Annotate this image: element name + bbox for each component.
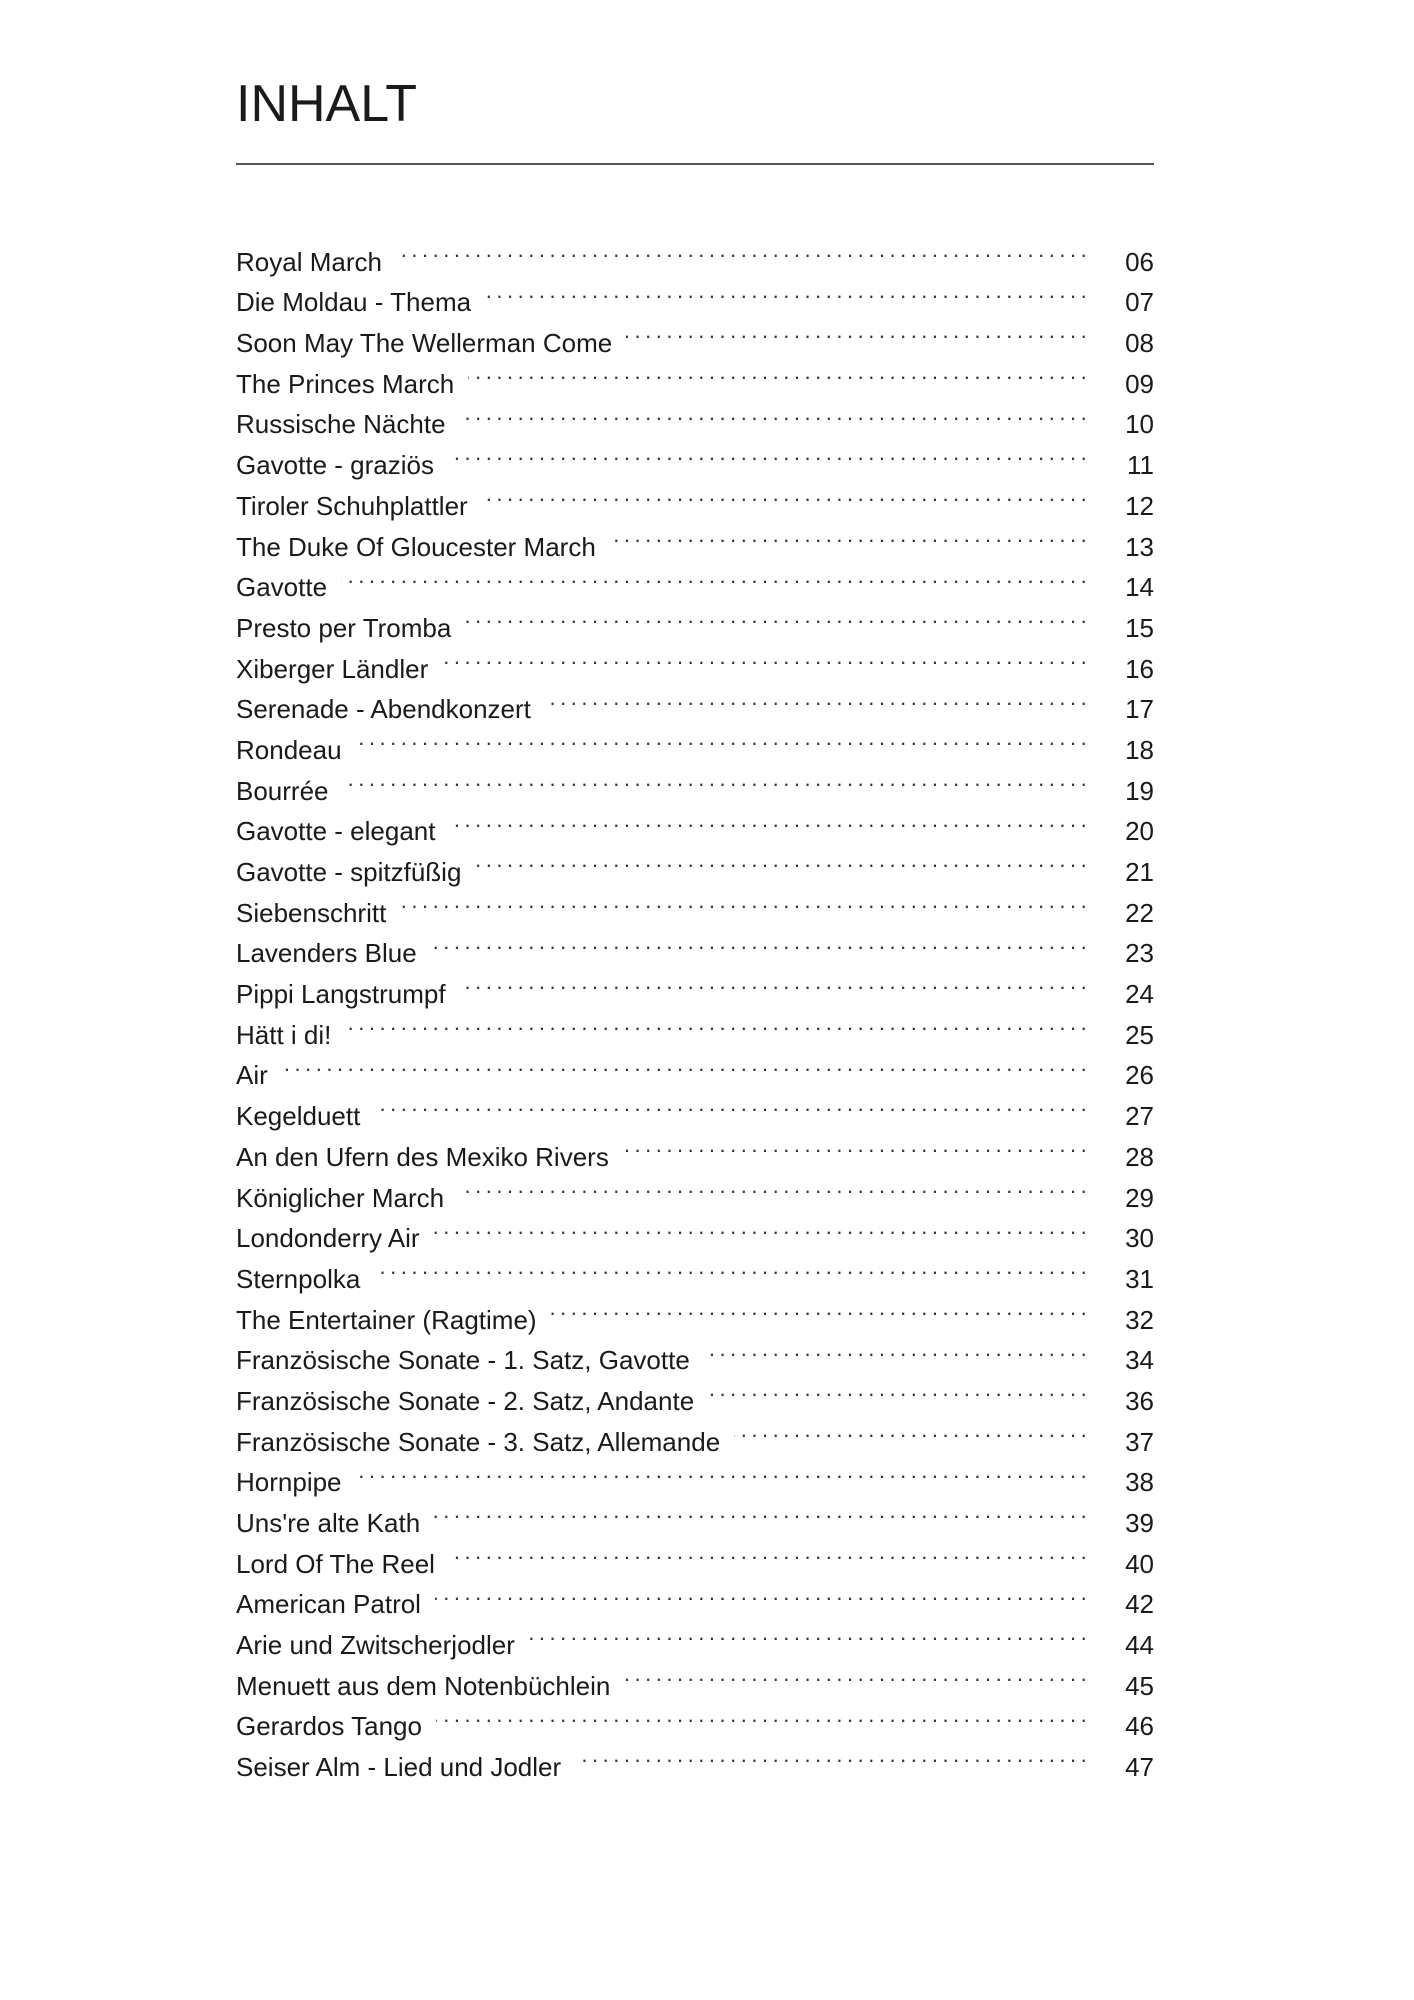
table-of-contents xyxy=(236,230,1154,1783)
dot-leader xyxy=(482,474,1086,515)
toc-entry-title: Kegelduett xyxy=(236,1101,361,1132)
toc-entry-page-number: 36 xyxy=(1125,1385,1154,1416)
toc-entry-page-number: 20 xyxy=(1125,816,1154,847)
toc-entry-page-number: 30 xyxy=(1125,1223,1154,1254)
toc-entry-title: Königlicher March xyxy=(236,1182,445,1213)
toc-entry-title: Französische Sonate - 3. Satz, Allemande xyxy=(236,1426,721,1457)
toc-entry-page-number: 37 xyxy=(1125,1426,1154,1457)
toc-entry xyxy=(236,230,1154,277)
toc-entry xyxy=(236,759,1154,806)
dot-leader xyxy=(400,881,1086,922)
toc-entry-page-number: 45 xyxy=(1125,1670,1154,1701)
toc-entry-page-number: 44 xyxy=(1125,1630,1154,1661)
toc-entry-page-number: 06 xyxy=(1125,246,1154,277)
toc-entry-page-number: 10 xyxy=(1125,409,1154,440)
toc-entry-page-number: 29 xyxy=(1125,1182,1154,1213)
toc-entry-title: Sternpolka xyxy=(236,1263,361,1294)
toc-entry-title: American Patrol xyxy=(236,1589,421,1620)
dot-leader xyxy=(624,1654,1086,1695)
toc-entry-page-number: 12 xyxy=(1125,490,1154,521)
title-divider xyxy=(236,163,1154,165)
toc-entry-title: The Entertainer (Ragtime) xyxy=(236,1304,537,1335)
toc-entry-title: Soon May The Wellerman Come xyxy=(236,328,613,359)
toc-entry-title: Presto per Tromba xyxy=(236,612,452,643)
toc-entry-page-number: 31 xyxy=(1125,1263,1154,1294)
dot-leader xyxy=(436,1695,1086,1736)
toc-entry xyxy=(236,1451,1154,1498)
toc-entry-title: Arie und Zwitscherjodler xyxy=(236,1630,515,1661)
dot-leader xyxy=(708,1369,1086,1410)
dot-leader xyxy=(345,1003,1086,1044)
toc-entry-title: Gerardos Tango xyxy=(236,1711,422,1742)
toc-entry-page-number: 11 xyxy=(1127,450,1154,481)
toc-entry xyxy=(236,556,1154,603)
toc-entry-page-number: 46 xyxy=(1125,1711,1154,1742)
toc-entry xyxy=(236,800,1154,847)
toc-entry-title: Royal March xyxy=(236,246,382,277)
dot-leader xyxy=(431,922,1086,963)
dot-leader xyxy=(468,352,1086,393)
dot-leader xyxy=(551,1288,1086,1329)
toc-entry-title: Seiser Alm - Lied und Jodler xyxy=(236,1752,562,1783)
toc-entry-page-number: 27 xyxy=(1125,1101,1154,1132)
toc-entry-page-number: 07 xyxy=(1125,287,1154,318)
dot-leader xyxy=(460,962,1086,1003)
dot-leader xyxy=(529,1613,1086,1654)
toc-entry-title: Russische Nächte xyxy=(236,409,446,440)
toc-entry-title: Gavotte - graziös xyxy=(236,450,434,481)
toc-entry-title: An den Ufern des Mexiko Rivers xyxy=(236,1141,609,1172)
toc-entry-page-number: 21 xyxy=(1125,857,1154,887)
toc-entry-page-number: 13 xyxy=(1125,531,1154,562)
dot-leader xyxy=(458,1166,1086,1207)
toc-entry xyxy=(236,596,1154,643)
toc-entry-page-number: 38 xyxy=(1125,1467,1154,1498)
dot-leader xyxy=(374,1084,1086,1125)
toc-entry xyxy=(236,1247,1154,1294)
toc-entry-title: Französische Sonate - 1. Satz, Gavotte xyxy=(236,1345,690,1376)
toc-entry-page-number: 15 xyxy=(1125,612,1154,643)
toc-entry xyxy=(236,1044,1154,1091)
toc-entry-title: Menuett aus dem Notenbüchlein xyxy=(236,1670,611,1701)
toc-entry xyxy=(236,1003,1154,1050)
toc-entry-title: Hornpipe xyxy=(236,1467,342,1498)
dot-leader xyxy=(356,1451,1086,1492)
toc-entry-page-number: 25 xyxy=(1125,1019,1154,1050)
dot-leader xyxy=(545,678,1086,719)
dot-leader xyxy=(442,637,1086,678)
toc-entry-page-number: 09 xyxy=(1125,368,1154,399)
dot-leader xyxy=(475,840,1086,881)
toc-entry-title: Gavotte xyxy=(236,572,328,603)
toc-entry-title: Rondeau xyxy=(236,734,342,765)
toc-entry-title: The Princes March xyxy=(236,368,455,399)
toc-entry-title: Uns're alte Kath xyxy=(236,1508,421,1538)
toc-entry-title: Tiroler Schuhplattler xyxy=(236,490,468,521)
toc-entry xyxy=(236,1491,1154,1538)
toc-entry-title: Pippi Langstrumpf xyxy=(236,979,446,1010)
dot-leader xyxy=(396,230,1086,271)
toc-entry-page-number: 26 xyxy=(1125,1060,1154,1091)
toc-entry-title: Air xyxy=(236,1060,268,1091)
toc-entry-title: Gavotte - spitzfüßig xyxy=(236,857,462,887)
toc-entry-title: Xiberger Ländler xyxy=(236,653,429,684)
toc-entry xyxy=(236,718,1154,765)
toc-entry-page-number: 47 xyxy=(1125,1752,1154,1783)
dot-leader xyxy=(575,1735,1086,1776)
dot-leader xyxy=(465,596,1086,637)
toc-entry-page-number: 32 xyxy=(1125,1304,1154,1335)
toc-entry-page-number: 19 xyxy=(1125,775,1154,806)
toc-entry-page-number: 17 xyxy=(1125,694,1154,725)
page-title: INHALT xyxy=(236,75,418,133)
toc-entry-page-number: 23 xyxy=(1125,938,1154,969)
toc-entry xyxy=(236,1084,1154,1132)
dot-leader xyxy=(734,1410,1086,1451)
toc-entry-title: Londonderry Air xyxy=(236,1223,420,1254)
dot-leader xyxy=(449,1532,1086,1573)
toc-entry-page-number: 40 xyxy=(1125,1548,1154,1579)
dot-leader xyxy=(374,1247,1086,1288)
dot-leader xyxy=(449,800,1086,841)
toc-entry-page-number: 28 xyxy=(1125,1141,1154,1172)
toc-entry-title: Serenade - Abendkonzert xyxy=(236,694,531,725)
dot-leader xyxy=(610,515,1086,556)
toc-entry-title: The Duke Of Gloucester March xyxy=(236,531,596,562)
toc-entry-title: Gavotte - elegant xyxy=(236,816,436,847)
dot-leader xyxy=(626,311,1086,352)
toc-entry-title: Lord Of The Reel xyxy=(236,1548,435,1579)
toc-entry-page-number: 22 xyxy=(1125,897,1154,928)
dot-leader xyxy=(343,759,1087,800)
dot-leader xyxy=(356,718,1086,759)
dot-leader xyxy=(434,1207,1086,1248)
toc-entry-page-number: 34 xyxy=(1125,1345,1154,1376)
dot-leader xyxy=(704,1329,1086,1370)
dot-leader xyxy=(448,433,1086,474)
dot-leader xyxy=(435,1573,1086,1614)
toc-entry-title: Lavenders Blue xyxy=(236,938,417,969)
toc-entry-title: Die Moldau - Thema xyxy=(236,287,472,318)
toc-entry-page-number: 18 xyxy=(1125,734,1154,765)
toc-entry-title: Siebenschritt xyxy=(236,897,387,928)
dot-leader xyxy=(434,1491,1086,1532)
toc-entry-title: Hätt i di! xyxy=(236,1019,332,1050)
dot-leader xyxy=(341,556,1086,597)
toc-entry-title: Französische Sonate - 2. Satz, Andante xyxy=(236,1385,695,1416)
dot-leader xyxy=(282,1044,1086,1085)
toc-entry-page-number: 08 xyxy=(1125,328,1154,359)
toc-entry-page-number: 42 xyxy=(1125,1589,1154,1620)
toc-entry-page-number: 39 xyxy=(1125,1508,1154,1538)
toc-entry-page-number: 14 xyxy=(1125,572,1154,603)
dot-leader xyxy=(485,271,1086,312)
dot-leader xyxy=(623,1125,1086,1166)
toc-entry-page-number: 16 xyxy=(1125,653,1154,684)
dot-leader xyxy=(460,393,1086,434)
toc-entry-page-number: 24 xyxy=(1125,979,1154,1010)
toc-entry-title: Bourrée xyxy=(236,775,329,806)
